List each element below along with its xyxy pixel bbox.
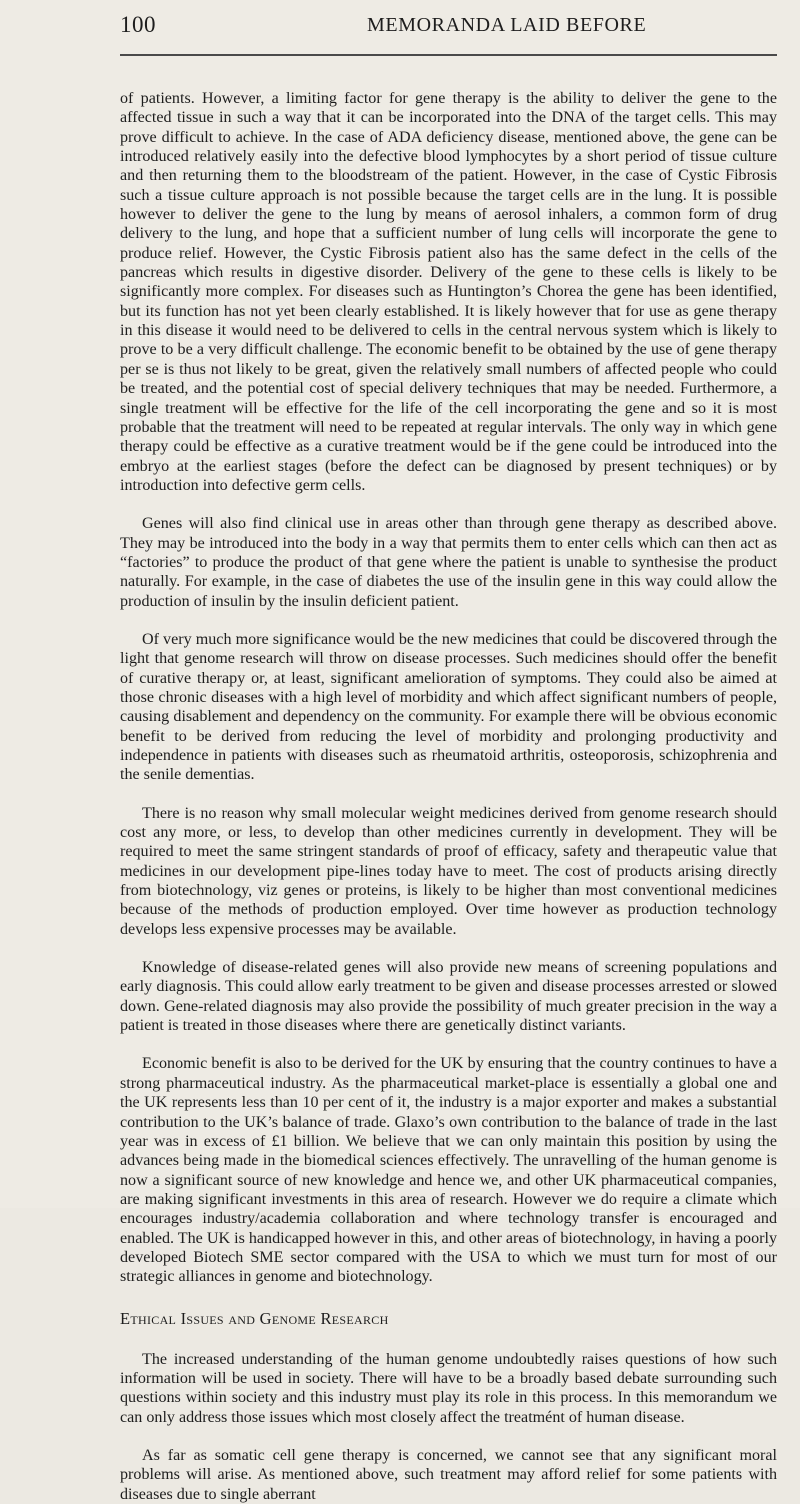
header-rule [120,54,777,56]
body-text [120,89,777,1504]
running-header [120,12,770,42]
paragraph-gene-delivery: of patients. However, a limiting factor for gene therapy is the ability to deliver the gene to the affected tissue in such a way that it can be incorporated into the DNA of the target cells. This may prove difficult to achieve. In the case of ADA deficiency disease, mentioned above, the gene can be introduced relatively easily into the defective blood lymphocytes by a short period of tissue culture and then returning them to the bloodstream of the patient. However, in the case of Cystic Fibrosis such a tissue culture approach is not possible because the target cells are in the lung. It is possible however to deliver the gene to the lung by means of aerosol inhalers, a common form of drug delivery to the lung, and hope that a sufficient number of lung cells will incorporate the gene to produce relief. However, the Cystic Fibrosis patient also has the same defect in the cells of the pancreas which results in digestive disorder. Delivery of the gene to these cells is likely to be significantly more complex. For diseases such as Huntington’s Chorea the gene has been identified, but its function has not yet been clearly established. It is likely however that for use as gene therapy in this disease it would need to be delivered to cells in the central nervous system which is likely to prove to be a very difficult challenge. The economic benefit to be obtained by the use of gene therapy per se is thus not likely to be great, given the relatively small numbers of affected people who could be treated, and the potential cost of special delivery techniques that may be needed. Furthermore, a single treatment will be effective for the life of the cell incorporating the gene and so it is most probable that the treatment will need to be repeated at regular intervals. The only way in which gene therapy could be effective as a curative treatment would be if the gene could be introduced into the embryo at the earliest stages (before the defect can be diagnosed by present techniques) or by introduction into defective germ cells. [120,90,777,494]
paragraph-somatic-therapy: As far as somatic cell gene therapy is concerned, we cannot see that any significant moral problems will arise. As mentioned above, such treatment may afford relief for some patients with diseases due to single aberrant [120,1446,777,1503]
paragraph-diagnosis: Knowledge of disease-related genes will also provide new means of screening populations and early diagnosis. This could allow early treatment to be given and disease processes arrested or slowed down. Gene-related diagnosis may also provide the possibility of much greater precision in the way a patient is treated in those diseases where there are genetically distinct variants. [120,959,777,1035]
paragraph-development-cost: There is no reason why small molecular weight medicines derived from genome research should cost any more, or less, to develop than other medicines currently in development. They will be required to meet the same stringent standards of proof of efficacy, safety and therapeutic value that medicines in our development pipe-lines today have to meet. The cost of products arising directly from biotechnology, viz genes or proteins, is likely to be higher than most conventional medicines because of the methods of production employed. Over time however as production technology develops less expensive processes may be available. [120,804,777,938]
paragraph-clinical-use: Genes will also find clinical use in areas other than through gene therapy as described above. They may be introduced into the body in a way that permits them to enter cells which can then act as “factories” to produce the product of that gene where the patient is unable to synthesise the product naturally. For example, in the case of diabetes the use of the insulin gene in this way could allow the production of insulin by the insulin deficient patient. [120,515,777,610]
page-number: 100 [120,12,156,37]
paragraph-new-medicines: Of very much more significance would be the new medicines that could be discovered through the light that genome research will throw on disease processes. Such medicines should offer the benefit of curative therapy or, at least, significant amelioration of symptoms. They could also be aimed at those chronic diseases with a high level of morbidity and which affect significant numbers of people, causing disablement and dependency on the community. For example there will be obvious economic benefit to be derived from reducing the level of morbidity and prolonging productivity and independence in patients with diseases such as rheumatoid arthritis, osteoporosis, schizophrenia and the senile dementias. [120,630,777,784]
section-heading: Ethical Issues and Genome Research [120,1308,389,1328]
running-title: MEMORANDA LAID BEFORE [367,14,647,36]
paragraph-society-questions: The increased understanding of the human genome undoubtedly raises questions of how such information will be used in society. There will have to be a broadly based debate surrounding such questions within society and this industry must play its role in this process. In this memorandum we can only address those issues which most closely affect the treatmént of human disease. [120,1350,777,1426]
paragraph-economic-benefit: Economic benefit is also to be derived for the UK by ensuring that the country continues to have a strong pharmaceutical industry. As the pharmaceutical market-place is essentially a global one and the UK represents less than 10 per cent of it, the industry is a major exporter and makes a substantial contribution to the UK’s balance of trade. Glaxo’s own contribution to the balance of trade in the last year was in excess of £1 billion. We believe that we can only maintain this position by using the advances being made in the biomedical sciences effectively. The unravelling of the human genome is now a significant source of new knowledge and hence we, and other UK pharmaceutical companies, are making significant investments in this area of research. However we do require a climate which encourages industry/academia collaboration and where technology transfer is encouraged and enabled. The UK is handicapped however in this, and other areas of biotechnology, in having a poorly developed Biotech SME sector compared with the USA to which we must turn for most of our strategic alliances in genome and biotechnology. [120,1055,777,1286]
